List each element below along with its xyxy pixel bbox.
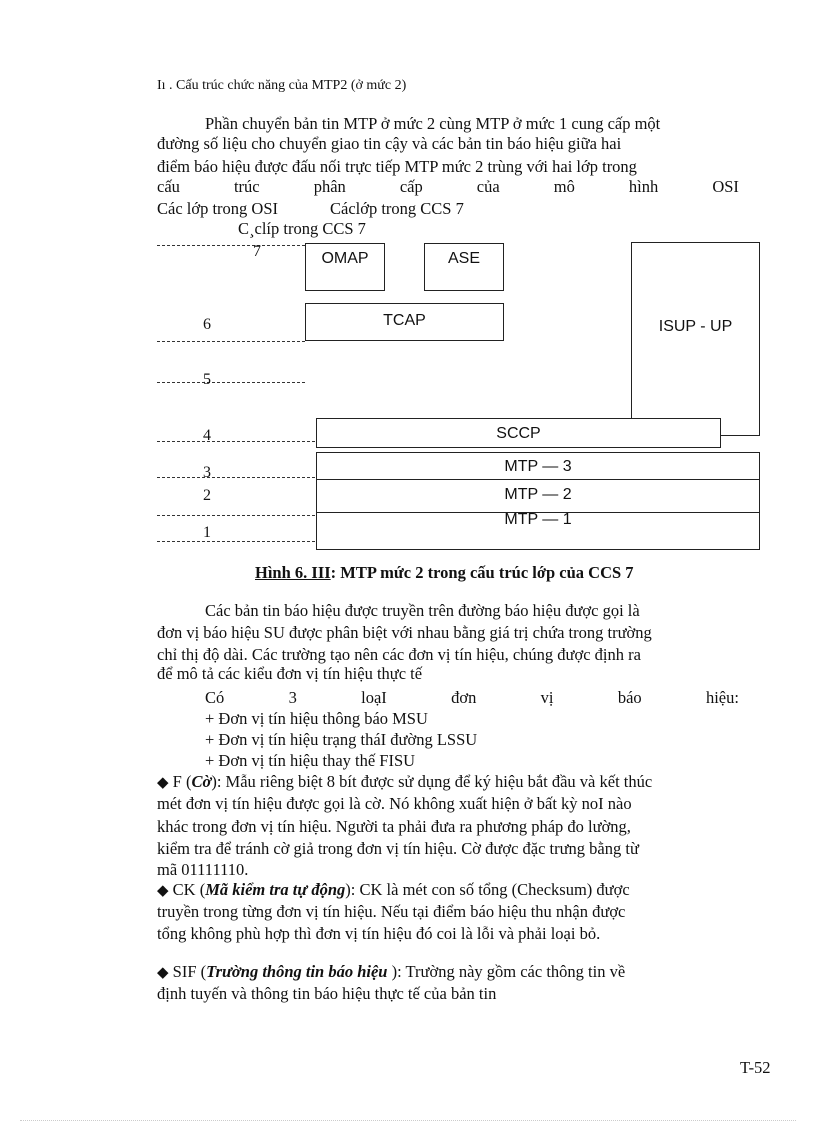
ase-box bbox=[424, 243, 504, 291]
osi-line bbox=[157, 177, 739, 197]
omap-box bbox=[305, 243, 385, 291]
sccp-label: SCCP bbox=[496, 425, 541, 442]
level-divider bbox=[157, 515, 315, 516]
omap-label: OMAP bbox=[321, 250, 369, 267]
figure-caption bbox=[255, 563, 634, 583]
word: cấp bbox=[399, 177, 423, 196]
isup-label: ISUP - UP bbox=[658, 318, 733, 335]
caption-label: Hình 6. III bbox=[255, 563, 331, 582]
ck-line-1: truyền trong từng đơn vị tín hiệu. Nếu tại điểm báo hiệu thu nhận được bbox=[157, 902, 626, 921]
word: OSI bbox=[712, 177, 739, 196]
intro-line-1: Phần chuyển bản tin MTP ở mức 2 cùng MTP ở mức 1 cung cấp một bbox=[205, 114, 661, 133]
column-label-ccs7: Cáclớp trong CCS 7 bbox=[330, 199, 464, 218]
mtp-stack-box bbox=[316, 452, 760, 550]
word: Có bbox=[205, 688, 225, 707]
diamond-bullet-icon: ◆ bbox=[157, 965, 169, 981]
mtp-divider bbox=[317, 479, 759, 480]
word: cấu bbox=[157, 177, 180, 196]
tcap-label: TCAP bbox=[383, 312, 426, 329]
level-divider bbox=[157, 541, 315, 542]
level-5-label: 5 bbox=[203, 371, 211, 388]
ck-section-first-line bbox=[157, 880, 630, 900]
word: trúc bbox=[233, 177, 260, 196]
level-4-label: 4 bbox=[203, 427, 211, 444]
section-heading: Iı . Cấu trúc chức năng của MTP2 (ở mức 2) bbox=[157, 78, 407, 93]
level-6-label: 6 bbox=[203, 316, 211, 333]
mtp1-label: MTP — 1 bbox=[504, 511, 572, 528]
mtp2-label: MTP — 2 bbox=[504, 486, 572, 503]
sif-section-first-line bbox=[157, 962, 625, 982]
level-divider bbox=[157, 382, 305, 383]
level-7-label: 7 bbox=[253, 243, 261, 260]
para2-line-1: Các bản tin báo hiệu được truyền trên đường báo hiệu được gọi là bbox=[205, 601, 640, 620]
ck-lead: CK ( bbox=[172, 880, 206, 899]
diamond-bullet-icon: ◆ bbox=[157, 883, 169, 899]
word: mô bbox=[553, 177, 575, 196]
type-fisu: + Đơn vị tín hiệu thay thế FISU bbox=[205, 751, 416, 770]
para2-line-4: để mô tả các kiểu đơn vị tín hiệu thực tế bbox=[157, 664, 423, 683]
sif-lead: SIF ( bbox=[172, 962, 207, 981]
ck-line-2: tổng không phù hợp thì đơn vị tín hiệu đó coi là lỗi và phải loại bỏ. bbox=[157, 924, 601, 943]
ck-term: Mã kiểm tra tự động bbox=[205, 880, 346, 899]
column-label-ccs7-garbled: C¸clíp trong CCS 7 bbox=[238, 219, 366, 238]
word: vị bbox=[540, 688, 554, 707]
column-label-osi: Các lớp trong OSI bbox=[157, 199, 279, 218]
f-after: ): Mẫu riêng biệt 8 bít được sử dụng để ký hiệu bắt đầu và kết thúc bbox=[211, 772, 653, 791]
level-2-label: 2 bbox=[203, 487, 211, 504]
diamond-bullet-icon: ◆ bbox=[157, 775, 169, 791]
mtp3-label: MTP — 3 bbox=[504, 458, 572, 475]
f-line-3: kiểm tra để tránh cờ giả trong đơn vị tín hiệu. Cờ được đặc trưng bằng từ bbox=[157, 839, 639, 858]
intro-line-2: đường số liệu cho chuyển giao tin cậy và các bản tin báo hiệu giữa hai bbox=[157, 134, 622, 153]
word: báo bbox=[617, 688, 642, 707]
page-number: T-52 bbox=[740, 1058, 771, 1077]
word: hiệu: bbox=[705, 688, 739, 707]
sif-term: Trường thông tin báo hiệu bbox=[206, 962, 388, 981]
type-msu: + Đơn vị tín hiệu thông báo MSU bbox=[205, 709, 428, 728]
mtp-divider bbox=[317, 512, 759, 513]
para2-line-2: đơn vị báo hiệu SU được phân biệt với nhau bằng giá trị chứa trong trường bbox=[157, 623, 652, 642]
ck-after: ): CK là mét con số tổng (Checksum) được bbox=[345, 880, 630, 899]
page-bottom-rule bbox=[20, 1120, 796, 1121]
level-divider bbox=[157, 477, 315, 478]
f-line-1: mét đơn vị tín hiệu được gọi là cờ. Nó không xuất hiện ở bất kỳ noI nào bbox=[157, 794, 632, 813]
f-section-first-line bbox=[157, 772, 652, 792]
isup-box bbox=[631, 242, 760, 436]
sccp-box bbox=[316, 418, 721, 448]
f-line-4: mã 01111110. bbox=[157, 860, 249, 879]
type-lssu: + Đơn vị tín hiệu trạng tháI đường LSSU bbox=[205, 730, 478, 749]
level-divider bbox=[157, 441, 315, 442]
level-3-label: 3 bbox=[203, 464, 211, 481]
level-divider bbox=[157, 245, 305, 246]
word: phân bbox=[313, 177, 346, 196]
para2-line-3: chỉ thị độ dài. Các trường tạo nên các đơn vị tín hiệu, chúng được định ra bbox=[157, 645, 641, 664]
word: hình bbox=[628, 177, 659, 196]
word: đơn bbox=[451, 688, 477, 707]
word: của bbox=[476, 177, 500, 196]
intro-line-3: điểm báo hiệu được đấu nối trực tiếp MTP mức 2 trùng với hai lớp trong bbox=[157, 157, 637, 176]
f-lead: F ( bbox=[172, 772, 192, 791]
level-1-label: 1 bbox=[203, 524, 211, 541]
sif-after: ): Trường này gồm các thông tin về bbox=[387, 962, 626, 981]
caption-text: : MTP mức 2 trong cấu trúc lớp của CCS 7 bbox=[330, 563, 634, 582]
f-term: Cờ bbox=[191, 772, 212, 791]
word: 3 bbox=[288, 688, 297, 707]
level-divider bbox=[157, 341, 305, 342]
tcap-box bbox=[305, 303, 504, 341]
types-line bbox=[205, 688, 739, 708]
sif-line-1: định tuyến và thông tin báo hiệu thực tế của bản tin bbox=[157, 984, 497, 1003]
word: loạI bbox=[361, 688, 387, 707]
f-line-2: khác trong đơn vị tín hiệu. Người ta phải đưa ra phương pháp đo lường, bbox=[157, 817, 631, 836]
ase-label: ASE bbox=[447, 250, 480, 267]
